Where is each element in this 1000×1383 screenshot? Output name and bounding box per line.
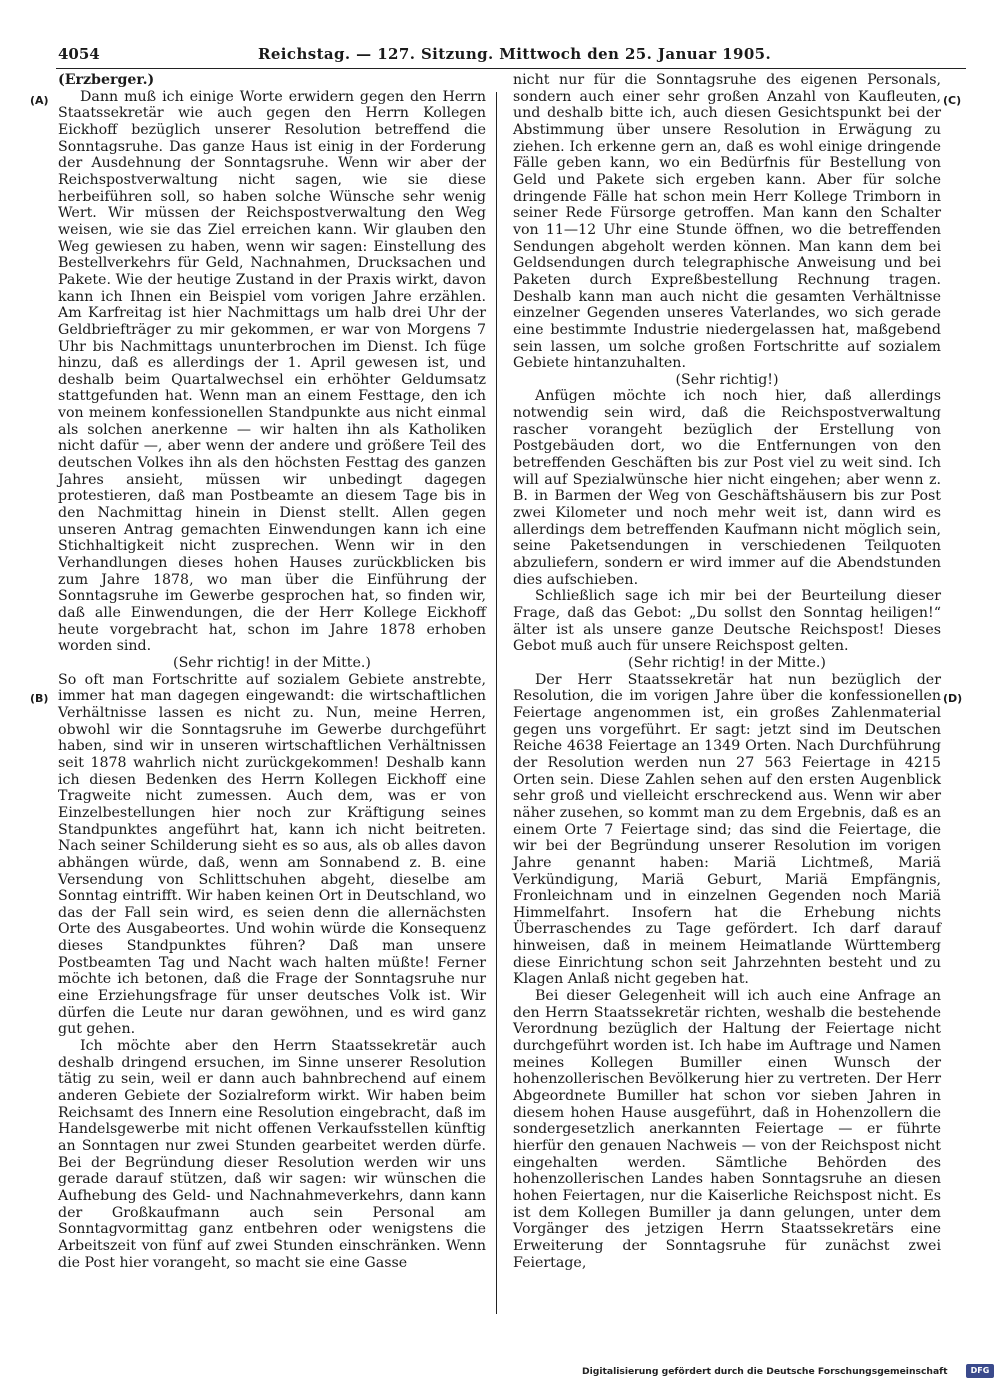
- paragraph: Schließlich sage ich mir bei der Beurteilung dieser Frage, daß das Gebot: „Du sollst den Sonntag heiligen!“ älter ist als unsere ganze Deutsche Reichspost! Dieses Gebot muß auch für unsere Reichspost gelten.: [513, 588, 941, 655]
- header-rule: [56, 68, 966, 69]
- interjection: (Sehr richtig! in der Mitte.): [173, 654, 371, 671]
- paragraph: Anfügen möchte ich noch hier, daß allerdings notwendig sein wird, daß die Reichspostverwaltung rascher vorangeht bezüglich der Erstellung von Postgebäuden dort, wo die Entfernungen von den betreffenden Geschäften bis zur Post viel zu weit sind. Ich will auf Spezialwünsche hier nicht eingehen; aber wenn z. B. in Barmen der Weg von Geschäftshäusern bis zur Post zwei Kilometer und noch mehr weit ist, dann wird es allerdings dem betreffenden Kaufmann nicht möglich sein, seine Paketsendungen in verschiedenen Teilquoten abzuliefern, sondern er wird immer auf die Abendstunden dies aufschieben.: [513, 388, 941, 588]
- paragraph: Dann muß ich einige Worte erwidern gegen den Herrn Staatssekretär wie auch gegen den Herrn Kollegen Eickhoff bezüglich unserer Resolution betreffend die Sonntagsruhe. Das ganze Haus ist einig in der Forderung der Ausdehnung der Sonntagsruhe. Wenn wir aber der Reichspostverwaltung nicht sagen, wie sie diese herbeiführen soll, so haben solche Wünsche sehr wenig Wert. Wir müssen der Reichspostverwaltung den Weg weisen, wie sie das Ziel erreichen kann. Wir glauben den Weg gewiesen zu haben, wenn wir sagen: Einstellung des Bestellverkehrs für Geld, Nachnahmen, Drucksachen und Pakete. Wie der heutige Zustand in der Praxis wirkt, davon kann ich Ihnen ein Beispiel vom vorigen Jahre erzählen. Am Karfreitag ist hier Nachmittags um halb drei Uhr der Geldbriefträger zu mir gekommen, er war von Morgens 7 Uhr bis Nachmittags ununterbrochen im Dienst. Ich füge hinzu, daß es allerdings der 1. April gewesen ist, und deshalb beim Quartalwechsel ein erhöhter Geldumsatz stattgefunden hat. Wenn man an einem Festtage, den ich von meinem konfessionellen Standpunkte aus nicht einmal als solchen anerkenne — wir halten ihn als Katholiken nicht dafür —, aber wenn der andere und größere Teil des deutschen Volkes ihn als den höchsten Festtag des ganzen Jahres ansieht, müssen wir unbedingt dagegen protestieren, daß man Postbeamte an diesem Tage bis in den Nachmittag hinein in Dienst stellt. Allen gegen unseren Antrag gemachten Einwendungen kann ich eine Stichhaltigkeit nicht zusprechen. Wenn wir in den Verhandlungen dieses hohen Hauses zurückblicken bis zum Jahre 1878, wo man über die Einführung der Sonntagsruhe im Gewerbe gesprochen hat, so finden wir, daß alle Einwendungen, die der Herr Kollege Eickhoff heute vorgebracht hat, schon im Jahre 1878 erhoben worden sind.: [58, 88, 486, 655]
- margin-marker-b: (B): [30, 692, 49, 705]
- running-title: Reichstag. — 127. Sitzung. Mittwoch den 25. Januar 1905.: [258, 45, 772, 63]
- paragraph: Der Herr Staatssekretär hat nun bezüglich der Resolution, die im vorigen Jahre über die konfessionellen Feiertage angenommen ist, ein großes Zahlenmaterial gegen uns vorgeführt. Er sagt: jetzt sind im Deutschen Reiche 4638 Feiertage an 1349 Orten. Nach Durchführung der Resolution werden nun 27 563 Feiertage in 4215 Orten sein. Diese Zahlen sehen auf den ersten Augenblick sehr groß und vielleicht erschreckend aus. Wenn wir aber näher zusehen, so kommt man zu dem Ergebnis, daß es an einem Orte 7 Feiertage sind; das sind die Feiertage, die wir bei der Begründung unserer Resolution im vorigen Jahre genannt haben: Mariä Lichtmeß, Mariä Verkündigung, Mariä Geburt, Mariä Empfängnis, Fronleichnam und in einzelnen Gegenden noch Mariä Himmelfahrt. Insofern hat die Erhebung nichts Überraschendes zu Tage gefördert. Ich darf darauf hinweisen, daß in meinem Heimatlande Württemberg diese Einrichtung schon seit Jahrzehnten besteht und zu Klagen Anlaß nicht gegeben hat.: [513, 671, 941, 988]
- paragraph: Ich möchte aber den Herrn Staatssekretär auch deshalb dringend ersuchen, im Sinne unserer Resolution tätig zu sein, weil er dann auch bahnbrechend auf einem anderen Gebiete der Sozialreform wirkt. Wir haben beim Reichsamt des Innern eine Resolution eingebracht, daß im Handelsgewerbe mit nicht offenen Verkaufsstellen künftig an Sonntagen nur zwei Stunden gearbeitet werden dürfe. Bei der Begründung dieser Resolution werden wir uns gerade darauf stützen, daß wir sagen: wir wünschen die Aufhebung des Geld- und Nachnahmeverkehrs, dann kann der Großkaufmann auch sein Personal am Sonntagvormittag ganz entbehren oder wenigstens die Arbeitszeit von fünf auf zwei Stunden einschränken. Wenn die Post hier vorangeht, so macht sie eine Gasse: [58, 1038, 486, 1271]
- left-column: [58, 72, 486, 1271]
- margin-marker-a: (A): [30, 94, 49, 107]
- interjection: (Sehr richtig! in der Mitte.): [628, 654, 826, 671]
- right-column: [513, 72, 941, 1271]
- paragraph: So oft man Fortschritte auf sozialem Gebiete anstrebte, immer hat man dagegen eingewandt: die wirtschaftlichen Verhältnisse lassen es nicht zu. Nun, meine Herren, obwohl wir die Sonntagsruhe im Gewerbe durchgeführt haben, sind wir in unseren wirtschaftlichen Verhältnissen seit 1878 wahrlich nicht zurückgekommen! Deshalb kann ich diesen Bedenken des Herrn Kollegen Eickhoff eine Tragweite nicht zumessen. Auch dem, was er von Einzelbestellungen hier noch zur Kräftigung seines Standpunktes angeführt hat, kann ich nicht beitreten. Nach seiner Schilderung sieht es so aus, als ob alles davon abhängen würde, daß, wenn am Sonnabend z. B. eine Versendung von Schlittschuhen abgeht, dieselbe am Sonntag eintrifft. Wir haben keinen Ort in Deutschland, wo das der Fall sein wird, es seien denn die allernächsten Orte des Ausgabeortes. Und wohin würde die Konsequenz dieses Standpunktes führen? Daß man unsere Postbeamten Tag und Nacht wach halten müßte! Ferner möchte ich betonen, daß die Frage der Sonntagsruhe nur eine Erziehungsfrage für unser deutsches Volk ist. Wir dürfen die Leute nur daran gewöhnen, und es wird ganz gut gehen.: [58, 671, 486, 1038]
- interjection: (Sehr richtig!): [675, 371, 779, 388]
- paragraph: Bei dieser Gelegenheit will ich auch eine Anfrage an den Herrn Staatssekretär richten, weshalb die bestehende Verordnung bezüglich der Haltung der Feiertage nicht durchgeführt worden ist. Ich habe im Auftrage und Namen meines Kollegen Bumiller einen Wunsch der hohenzollerischen Bevölkerung hier zu vertreten. Der Herr Abgeordnete Bumiller hat schon vor sieben Jahren in diesem hohen Hause ausgeführt, daß in Hohenzollern die sondergesetzlich anerkannten Feiertage — er führte hierfür den genauen Nachweis — von der Reichspost nicht eingehalten werden. Sämtliche Behörden des hohenzollerischen Landes haben Sonntagsruhe an diesen hohen Feiertagen, nur die Kaiserliche Reichspost nicht. Es ist dem Kollegen Bumiller ja dann gelungen, unter dem Vorgänger des jetzigen Herrn Staatssekretärs eine Erweiterung der Sonntagsruhe für zunächst zwei Feiertage,: [513, 988, 941, 1271]
- speaker-label: (Erzberger.): [58, 72, 155, 88]
- margin-marker-d: (D): [943, 692, 963, 705]
- paragraph: nicht nur für die Sonntagsruhe des eigenen Personals, sondern auch einer sehr großen Anzahl von Kaufleuten, und deshalb bitte ich, auch diesen Gesichtspunkt bei der Abstimmung über unsere Resolution in Erwägung zu ziehen. Ich erkenne gern an, daß es wohl einige dringende Fälle geben kann, wo ein Bedürfnis für Bestellung von Geld und Pakete sich ergeben kann. Aber für solche dringende Fälle hat schon mein Herr Kollege Trimborn in seiner Rede Fürsorge getroffen. Man kann den Schalter von 11—12 Uhr eine Stunde öffnen, wo die betreffenden Sendungen abgeholt werden können. Man kann dem bei Geldsendungen durch telegraphische Anweisung und bei Paketen durch Expreßbestellung Rechnung tragen. Deshalb kann man auch nicht die gesamten Verhältnisse einzelner Gegenden unseres Vaterlandes, wo sich gerade eine bestimmte Industrie niedergelassen hat, maßgebend sein lassen, um solche großen Fortschritte auf sozialem Gebiete hintanzuhalten.: [513, 72, 941, 372]
- column-divider: [496, 92, 497, 1314]
- page-number: 4054: [58, 45, 100, 63]
- margin-marker-c: (C): [943, 94, 962, 107]
- dfg-logo: DFG: [966, 1364, 994, 1378]
- digitization-credit: Digitalisierung gefördert durch die Deutsche Forschungsgemeinschaft: [582, 1366, 948, 1377]
